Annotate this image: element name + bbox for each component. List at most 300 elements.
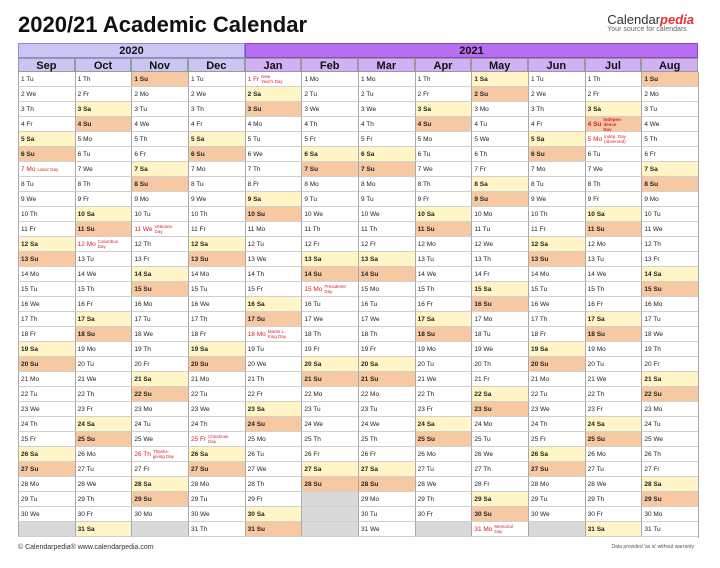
day-cell: 15 Tu [18,282,75,297]
day-cell: 24 Sa [75,417,132,432]
day-cell: 25 Fr Christmas Day [188,432,245,447]
day-cell: 10 Sa [585,207,642,222]
day-cell: 9 Tu [301,192,358,207]
day-cell: 13 Su [18,252,75,267]
day-cell: 19 Mo [75,342,132,357]
day-cell: 22 Su [641,387,698,402]
day-cell: 17 Tu [131,312,188,327]
day-cell: 15 Mo Presidents' Day [301,282,358,297]
day-cell: 9 We [18,192,75,207]
day-cell: 1 Su [641,72,698,87]
holiday-label: Martin L. King Day [267,329,286,340]
day-cell: 21 Th [245,372,302,387]
day-cell: 10 Tu [641,207,698,222]
month-header-aug: Aug [641,58,698,72]
day-cell: 3 Tu [641,102,698,117]
day-cell: 19 Th [131,342,188,357]
day-cell: 13 Sa [358,252,415,267]
day-cell: 24 Th [528,417,585,432]
day-cell: 6 Sa [358,147,415,162]
day-cell: 14 Th [245,267,302,282]
month-header-oct: Oct [75,58,132,72]
day-cell: 6 Fr [641,147,698,162]
holiday-label: Thanks-giving Day [152,449,174,460]
day-cell: 8 Fr [245,177,302,192]
day-cell: 3 Su [245,102,302,117]
day-cell: 12 Sa [528,237,585,252]
day-cell: 16 Mo [641,297,698,312]
day-cell: 7 Sa [641,162,698,177]
day-cell: 31 Sa [75,522,132,537]
day-cell: 17 Mo [471,312,528,327]
day-cell: 27 Tu [75,462,132,477]
day-cell: 14 Mo [18,267,75,282]
day-cell: 5 Fr [301,132,358,147]
day-cell: 13 Tu [75,252,132,267]
day-cell: 30 We [188,507,245,522]
holiday-label: Columbus Day [97,239,118,250]
day-cell: 22 Fr [245,387,302,402]
month-header-feb: Feb [301,58,358,72]
day-cell: 31 Su [245,522,302,537]
day-cell: 25 We [641,432,698,447]
day-cell: 17 Sa [75,312,132,327]
day-cell: 24 We [301,417,358,432]
day-cell: 12 Th [641,237,698,252]
day-cell: 14 Fr [471,267,528,282]
day-cell: 15 Su [641,282,698,297]
day-cell: 12 Sa [18,237,75,252]
day-cell: 19 Sa [188,342,245,357]
day-cell: 9 Su [471,192,528,207]
day-cell: 1 Tu [528,72,585,87]
day-cell: 27 Su [188,462,245,477]
day-cell: 2 Tu [301,87,358,102]
day-cell: 9 Mo [131,192,188,207]
day-cell: 15 Th [415,282,472,297]
day-cell: 4 Tu [471,117,528,132]
day-cell: 8 Mo [301,177,358,192]
day-cell: 20 We [245,357,302,372]
day-cell: 22 Sa [471,387,528,402]
day-cell: 4 Fr [188,117,245,132]
day-cell: 5 Tu [245,132,302,147]
day-cell: 21 Mo [188,372,245,387]
day-cell: 2 Fr [585,87,642,102]
day-cell: 18 Th [301,327,358,342]
day-cell: 26 We [471,447,528,462]
day-cell: 22 Tu [528,387,585,402]
day-cell: 8 Mo [358,177,415,192]
day-cell: 3 We [301,102,358,117]
day-cell: 17 Su [245,312,302,327]
day-cell: 7 Th [245,162,302,177]
day-cell: 26 Mo [585,447,642,462]
day-cell: 5 Th [131,132,188,147]
day-cell: 21 We [415,372,472,387]
day-cell: 29 Fr [245,492,302,507]
day-cell: 7 Su [301,162,358,177]
day-cell: 20 Su [528,357,585,372]
empty-day-cell [301,522,358,537]
month-header-dec: Dec [188,58,245,72]
day-cell: 31 Sa [585,522,642,537]
day-cell: 17 Sa [415,312,472,327]
grid-right-border [698,72,699,538]
day-cell: 26 Sa [18,447,75,462]
day-cell: 1 Tu [188,72,245,87]
day-cell: 20 Sa [301,357,358,372]
day-cell: 23 Mo [641,402,698,417]
holiday-label: Presidents' Day [324,284,347,295]
day-cell: 2 Fr [75,87,132,102]
day-cell: 15 Sa [471,282,528,297]
day-cell: 23 Fr [585,402,642,417]
month-header-sep: Sep [18,58,75,72]
holiday-label: Labor Day [37,166,59,172]
day-cell: 16 Sa [245,297,302,312]
day-cell: 2 Sa [245,87,302,102]
day-cell: 21 Su [301,372,358,387]
day-cell: 16 Fr [585,297,642,312]
holiday-label: Memorial Day [494,524,513,535]
day-cell: 2 Mo [131,87,188,102]
day-cell: 21 Fr [471,372,528,387]
day-cell: 20 Tu [585,357,642,372]
day-cell: 30 Fr [585,507,642,522]
day-cell: 29 Tu [188,492,245,507]
month-header-mar: Mar [358,58,415,72]
day-cell: 17 Th [18,312,75,327]
day-cell: 13 Th [471,252,528,267]
day-cell: 13 Fr [131,252,188,267]
day-cell: 3 Th [188,102,245,117]
day-cell: 24 Th [18,417,75,432]
day-cell: 11 Tu [471,222,528,237]
day-cell: 25 We [131,432,188,447]
day-cell: 4 SuIndepen-dence Day [585,117,642,132]
day-cell: 29 Mo [358,492,415,507]
day-cell: 7 We [75,162,132,177]
day-cell: 11 Th [301,222,358,237]
day-cell: 11 We Veterans Day [131,222,188,237]
calendarpedia-logo [607,12,694,33]
day-cell: 8 Tu [188,177,245,192]
day-cell: 18 Su [75,327,132,342]
day-cell: 23 We [18,402,75,417]
day-cell: 7 Mo [528,162,585,177]
day-cell: 14 Mo [528,267,585,282]
day-cell: 7 Mo Labor Day [18,162,75,177]
day-cell: 8 Su [131,177,188,192]
day-cell: 10 Mo [471,207,528,222]
day-cell: 15 Th [75,282,132,297]
day-cell: 28 We [75,477,132,492]
day-cell: 17 Tu [641,312,698,327]
day-cell: 2 Tu [358,87,415,102]
empty-day-cell [301,507,358,522]
day-cell: 12 Tu [245,237,302,252]
day-cell: 24 We [358,417,415,432]
month-header-jun: Jun [528,58,585,72]
day-cell: 29 Su [641,492,698,507]
holiday-label: New Year's Day [261,74,283,85]
day-cell: 18 Tu [471,327,528,342]
day-cell: 27 Sa [358,462,415,477]
day-cell: 8 Tu [528,177,585,192]
day-cell: 9 Mo [641,192,698,207]
day-cell: 8 Sa [471,177,528,192]
day-cell: 25 Mo [245,432,302,447]
day-cell: 26 Fr [358,447,415,462]
day-cell: 1 Th [585,72,642,87]
day-cell: 10 Tu [131,207,188,222]
year-header-2020: 2020 [18,43,245,58]
day-cell: 8 Th [75,177,132,192]
footer-disclaimer: Data provided 'as is' without warranty [611,544,694,550]
day-cell: 26 Th Thanks-giving Day [131,447,188,462]
day-cell: 18 Fr [188,327,245,342]
day-cell: 3 Sa [75,102,132,117]
day-cell: 28 Mo [528,477,585,492]
day-cell: 14 Sa [641,267,698,282]
day-cell: 7 Su [358,162,415,177]
day-cell: 13 We [245,252,302,267]
day-cell: 22 Mo [301,387,358,402]
day-cell: 6 Sa [301,147,358,162]
day-cell: 13 Su [528,252,585,267]
day-cell: 7 Sa [131,162,188,177]
day-cell: 20 Th [471,357,528,372]
day-cell: 12 Fr [301,237,358,252]
day-cell: 11 Th [358,222,415,237]
day-cell: 10 We [301,207,358,222]
day-cell: 4 We [131,117,188,132]
day-cell: 11 Mo [245,222,302,237]
day-cell: 7 Fr [471,162,528,177]
day-cell: 27 Su [18,462,75,477]
day-cell: 16 Mo [131,297,188,312]
day-cell: 10 Sa [415,207,472,222]
day-cell: 5 Mo Indep. Day (observed) [585,132,642,147]
day-cell: 9 We [188,192,245,207]
day-cell: 21 Sa [641,372,698,387]
day-cell: 31 Mo Memorial Day [471,522,528,537]
day-cell: 22 Tu [188,387,245,402]
year-header-2021: 2021 [245,43,698,58]
day-cell: 12 Mo [585,237,642,252]
day-cell: 16 We [18,297,75,312]
logo-brand-b: pedia [660,12,694,27]
day-cell: 29 Th [75,492,132,507]
day-cell: 28 We [415,477,472,492]
day-cell: 31 Tu [641,522,698,537]
day-cell: 29 Th [585,492,642,507]
day-cell: 29 Sa [471,492,528,507]
logo-tagline: Your source for calendars [607,26,687,33]
day-cell: 4 We [641,117,698,132]
day-cell: 20 Fr [131,357,188,372]
day-cell: 30 We [528,507,585,522]
day-cell: 26 Sa [188,447,245,462]
day-cell: 28 We [585,477,642,492]
day-cell: 1 Th [75,72,132,87]
day-cell: 8 Tu [18,177,75,192]
day-cell: 30 Mo [641,507,698,522]
empty-day-cell [528,522,585,537]
day-cell: 16 Tu [358,297,415,312]
day-cell: 9 Sa [245,192,302,207]
day-cell: 22 Th [75,387,132,402]
day-cell: 9 Fr [75,192,132,207]
day-cell: 30 Sa [245,507,302,522]
day-cell: 4 Su [415,117,472,132]
day-cell: 23 Tu [301,402,358,417]
day-cell: 12 Th [131,237,188,252]
day-cell: 24 Sa [585,417,642,432]
day-cell: 20 Sa [358,357,415,372]
holiday-label: Indepen-dence Day [603,117,623,132]
day-cell: 19 Mo [415,342,472,357]
holiday-label: Christmas Day [208,434,229,445]
day-cell: 7 We [585,162,642,177]
day-cell: 3 Mo [471,102,528,117]
day-cell: 24 Sa [415,417,472,432]
day-cell: 23 Fr [75,402,132,417]
day-cell: 5 We [471,132,528,147]
day-cell: 13 Su [188,252,245,267]
day-cell: 6 Su [528,147,585,162]
day-cell: 11 Fr [18,222,75,237]
page-title: 2020/21 Academic Calendar [18,12,308,37]
day-cell: 29 Th [415,492,472,507]
day-cell: 10 Th [188,207,245,222]
day-cell: 16 We [528,297,585,312]
day-cell: 5 Sa [188,132,245,147]
day-cell: 18 We [131,327,188,342]
day-cell: 24 Th [188,417,245,432]
day-cell: 2 We [188,87,245,102]
day-cell: 6 Tu [585,147,642,162]
day-cell: 21 We [585,372,642,387]
day-cell: 7 We [415,162,472,177]
day-cell: 13 Sa [301,252,358,267]
day-cell: 1 Th [415,72,472,87]
empty-day-cell [18,522,75,537]
day-cell: 17 Th [528,312,585,327]
day-cell: 11 Fr [188,222,245,237]
day-cell: 25 Su [75,432,132,447]
day-cell: 26 Th [641,447,698,462]
day-cell: 24 Tu [131,417,188,432]
day-cell: 30 Fr [415,507,472,522]
day-cell: 10 Sa [75,207,132,222]
day-cell: 27 Sa [301,462,358,477]
month-header-jul: Jul [585,58,642,72]
day-cell: 24 Mo [471,417,528,432]
day-cell: 23 Tu [358,402,415,417]
day-cell: 11 Su [75,222,132,237]
day-cell: 17 Sa [585,312,642,327]
day-cell: 10 Su [245,207,302,222]
day-cell: 4 Fr [528,117,585,132]
day-cell: 20 Tu [415,357,472,372]
day-cell: 5 Th [641,132,698,147]
day-cell: 29 Tu [528,492,585,507]
day-cell: 19 We [471,342,528,357]
day-cell: 31 We [358,522,415,537]
day-cell: 5 Mo [415,132,472,147]
day-cell: 28 Sa [641,477,698,492]
day-cell: 6 Tu [415,147,472,162]
day-cell: 23 Su [471,402,528,417]
day-cell: 28 Mo [188,477,245,492]
day-cell: 9 Fr [415,192,472,207]
day-cell: 27 Su [528,462,585,477]
day-cell: 30 We [18,507,75,522]
day-cell: 3 Sa [415,102,472,117]
day-cell: 12 Sa [188,237,245,252]
day-cell: 5 Sa [18,132,75,147]
day-cell: 9 Tu [358,192,415,207]
day-cell: 18 Fr [18,327,75,342]
day-cell: 13 Tu [415,252,472,267]
month-header-may: May [471,58,528,72]
day-cell: 1 Mo [358,72,415,87]
day-cell: 10 Th [18,207,75,222]
day-cell: 2 Su [471,87,528,102]
empty-day-cell [131,522,188,537]
day-cell: 20 Fr [641,357,698,372]
day-cell: 27 Tu [585,462,642,477]
day-cell: 30 Tu [358,507,415,522]
day-cell: 9 Fr [585,192,642,207]
day-cell: 27 Fr [131,462,188,477]
day-cell: 30 Su [471,507,528,522]
day-cell: 16 We [188,297,245,312]
day-cell: 17 We [358,312,415,327]
day-cell: 6 Tu [75,147,132,162]
day-cell: 13 Tu [585,252,642,267]
day-cell: 6 Su [18,147,75,162]
day-cell: 29 Tu [18,492,75,507]
day-cell: 24 Su [245,417,302,432]
day-cell: 14 We [585,267,642,282]
day-cell: 4 Su [75,117,132,132]
day-cell: 2 Fr [415,87,472,102]
day-cell: 3 Sa [585,102,642,117]
day-cell: 22 Tu [18,387,75,402]
day-cell: 14 We [75,267,132,282]
month-header-apr: Apr [415,58,472,72]
day-cell: 11 Su [585,222,642,237]
day-cell: 21 Su [358,372,415,387]
day-cell: 25 Th [358,432,415,447]
day-cell: 19 Sa [18,342,75,357]
day-cell: 25 Su [585,432,642,447]
day-cell: 26 Mo [75,447,132,462]
day-cell: 6 Fr [131,147,188,162]
day-cell: 18 Mo Martin L. King Day [245,327,302,342]
day-cell: 22 Th [585,387,642,402]
day-cell: 18 Su [415,327,472,342]
day-cell: 30 Mo [131,507,188,522]
day-cell: 21 Mo [528,372,585,387]
day-cell: 1 Mo [301,72,358,87]
holiday-label: Indep. Day (observed) [604,134,626,145]
day-cell: 28 Sa [131,477,188,492]
day-cell: 19 Mo [585,342,642,357]
